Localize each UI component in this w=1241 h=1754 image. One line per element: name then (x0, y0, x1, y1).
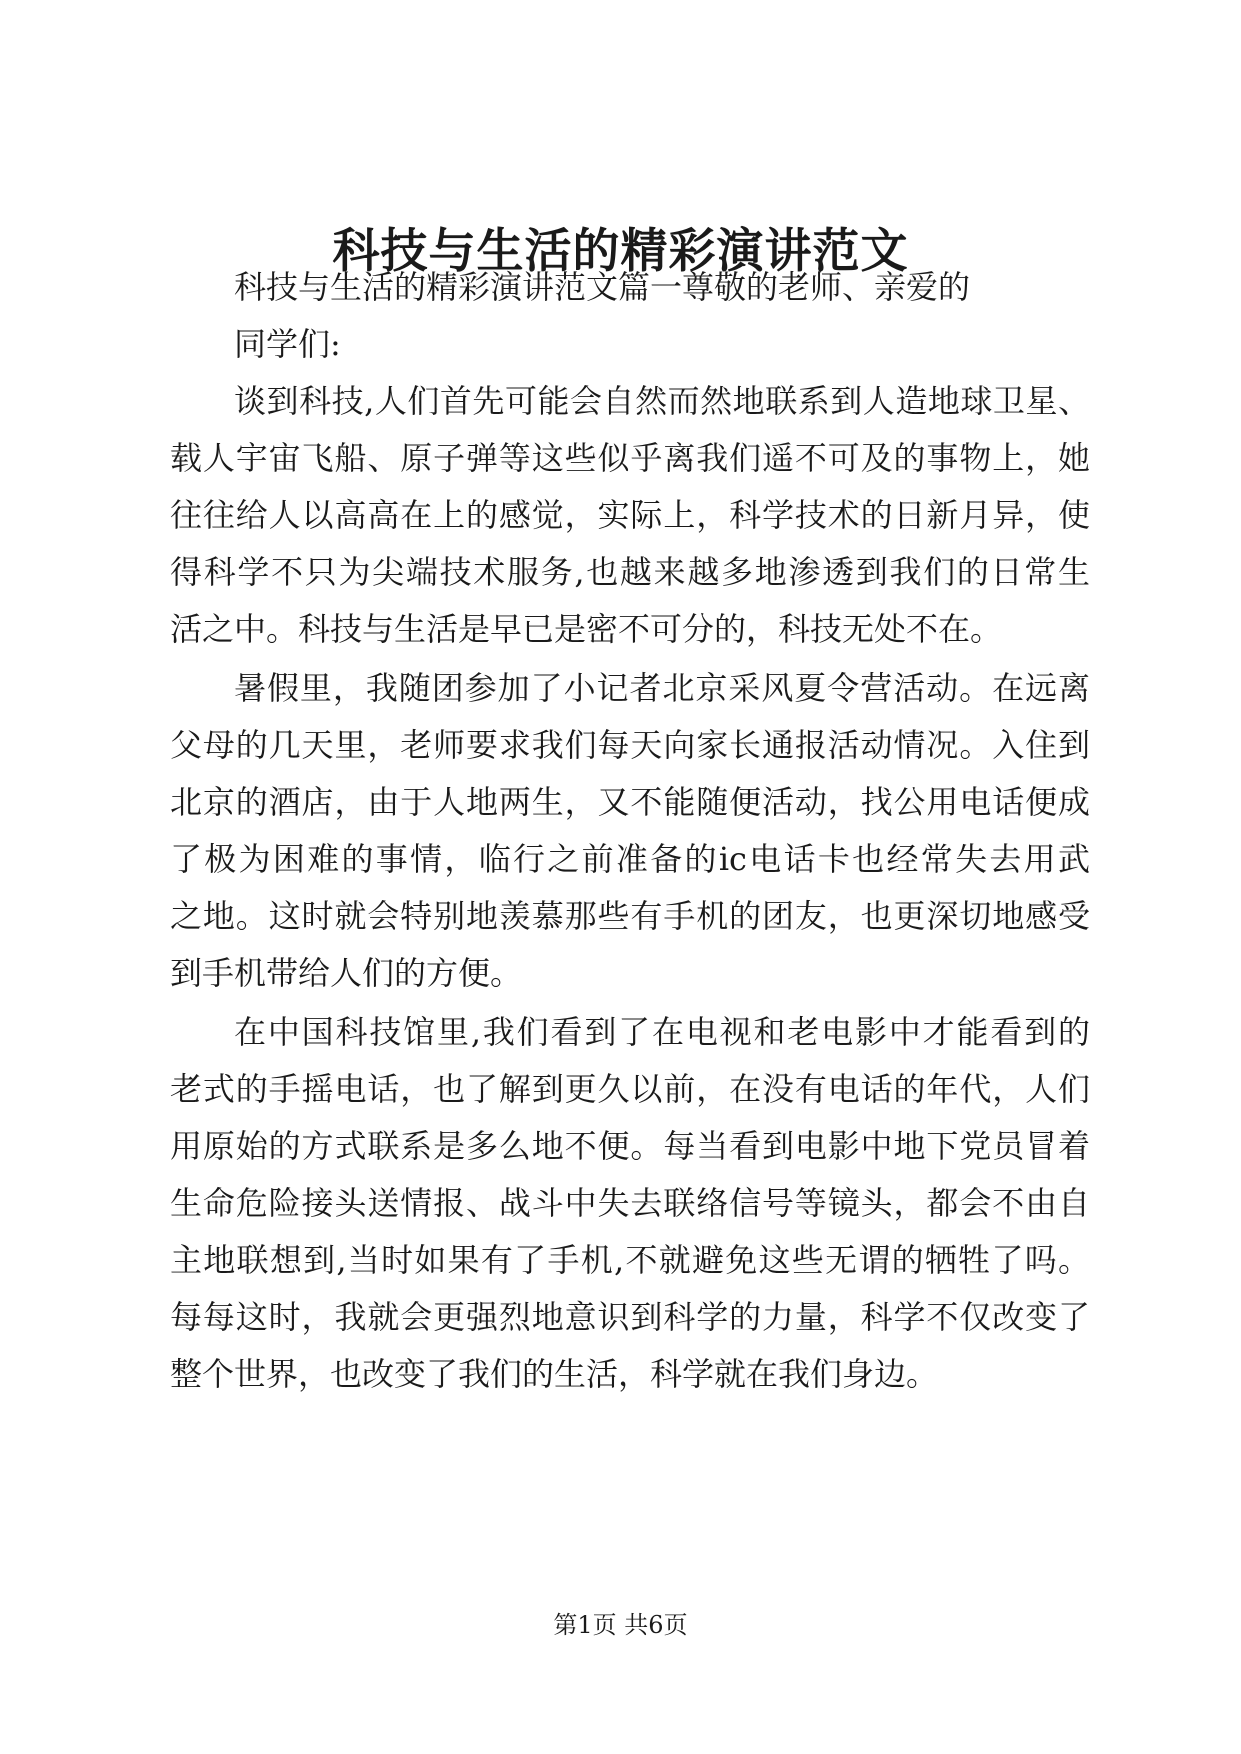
text-line: 在中国科技馆里,我们看到了在电视和老电影中才能看到的 (234, 1013, 1090, 1051)
text-line: 了极为困难的事情，临行之前准备的ic电话卡也经常失去用武 (170, 840, 1090, 878)
text-line: 用原始的方式联系是多么地不便。每当看到电影中地下党员冒着 (170, 1127, 1090, 1165)
text-line: 整个世界，也改变了我们的生活，科学就在我们身边。 (170, 1355, 939, 1393)
text-line: 载人宇宙飞船、原子弹等这些似乎离我们遥不可及的事物上，她 (170, 439, 1090, 477)
text-line: 父母的几天里，老师要求我们每天向家长通报活动情况。入住到 (170, 726, 1090, 764)
text-line: 得科学不只为尖端技术服务,也越来越多地渗透到我们的日常生 (170, 553, 1090, 591)
text-line: 科技与生活的精彩演讲范文篇一尊敬的老师、亲爱的 (234, 268, 971, 306)
text-line: 主地联想到,当时如果有了手机,不就避免这些无谓的牺牲了吗。 (170, 1241, 1090, 1279)
text-line: 同学们: (234, 325, 341, 363)
document-title: 科技与生活的精彩演讲范文 (332, 224, 909, 279)
text-line: 往往给人以高高在上的感觉，实际上，科学技术的日新月异，使 (170, 496, 1090, 534)
text-line: 老式的手摇电话，也了解到更久以前，在没有电话的年代，人们 (170, 1070, 1090, 1108)
text-line: 谈到科技,人们首先可能会自然而然地联系到人造地球卫星、 (234, 382, 1090, 420)
text-line: 每每这时，我就会更强烈地意识到科学的力量，科学不仅改变了 (170, 1298, 1090, 1336)
page-number-footer: 第1页 共6页 (553, 1611, 688, 1639)
text-line: 北京的酒店，由于人地两生，又不能随便活动，找公用电话便成 (170, 783, 1090, 821)
text-line: 活之中。科技与生活是早已是密不可分的，科技无处不在。 (170, 610, 1003, 648)
text-line: 暑假里，我随团参加了小记者北京采风夏令营活动。在远离 (234, 669, 1090, 707)
text-line: 生命危险接头送情报、战斗中失去联络信号等镜头，都会不由自 (170, 1184, 1090, 1222)
text-line: 到手机带给人们的方便。 (170, 954, 523, 992)
text-line: 之地。这时就会特别地羡慕那些有手机的团友，也更深切地感受 (170, 897, 1090, 935)
